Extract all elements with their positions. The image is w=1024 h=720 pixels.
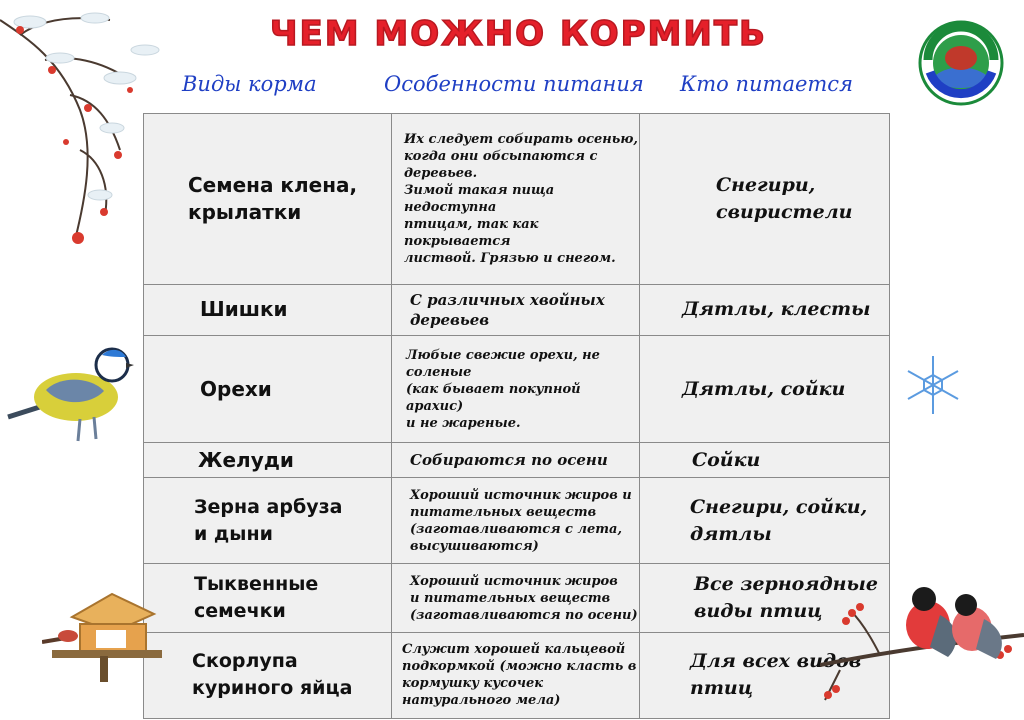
feeding-note-cell: Хороший источник жиров и питательных веществ (заготавливаются по осени) [410, 573, 638, 623]
feeding-note-cell: Служит хорошей кальцевой подкормкой (можно класть в кормушку кусочек натурального мела) [402, 642, 637, 709]
food-type-cell: Семена клена, крылатки [188, 172, 358, 224]
birds-cell: Дятлы, сойки [682, 377, 846, 400]
birds-cell: Снегири, сойки, дятлы [690, 495, 868, 545]
birds-cell: Снегири, свиристели [716, 173, 853, 223]
snowflake-icon [902, 352, 964, 418]
column-header-who-eats: Кто питается [680, 72, 853, 96]
table-row [144, 336, 890, 443]
feeding-note-cell: Собираются по осени [410, 451, 608, 470]
birds-cell: Сойки [692, 448, 761, 471]
column-header-food-type: Виды корма [182, 72, 317, 96]
table-row [144, 632, 890, 718]
table-row [144, 284, 890, 335]
table-row [144, 478, 890, 564]
food-type-cell: Желуди [198, 447, 294, 472]
birds-cell: Дятлы, клесты [682, 298, 871, 321]
food-type-cell: Зерна арбуза и дыни [194, 495, 343, 545]
feeding-note-cell: С различных хвойных деревьев [410, 290, 605, 329]
table-row [144, 564, 890, 633]
bullfinches-on-branch-illustration [820, 585, 1024, 705]
page-title: ЧЕМ МОЖНО КОРМИТЬ [270, 14, 767, 54]
birds-cell: Для всех видов птиц [690, 650, 862, 700]
feed-table [143, 113, 890, 719]
feeding-note-cell: Любые свежие орехи, не соленые (как бывает покупной арахис) и не жареные. [406, 347, 600, 431]
table-row [144, 114, 890, 285]
food-type-cell: Орехи [200, 376, 272, 401]
bird-feeder-illustration [42, 592, 167, 682]
feeding-note-cell: Их следует собирать осенью, когда они обсыпаются с деревьев. Зимой такая пища недоступна птицам, так как покрывается листвой. Грязью и снегом. [404, 131, 638, 266]
feeding-note-cell: Хороший источник жиров и питательных веществ (заготавливаются с лета, высушиваются) [410, 487, 632, 554]
blue-tit-bird-illustration [6, 345, 136, 445]
table-row [144, 443, 890, 478]
birds-cell: Все зерноядные виды птиц [694, 573, 878, 623]
column-header-feeding-features: Особенности питания [384, 72, 644, 96]
reserve-logo [918, 20, 1004, 106]
food-type-cell: Скорлупа куриного яйца [192, 650, 353, 700]
food-type-cell: Шишки [200, 297, 288, 322]
food-type-cell: Тыквенные семечки [194, 573, 319, 623]
